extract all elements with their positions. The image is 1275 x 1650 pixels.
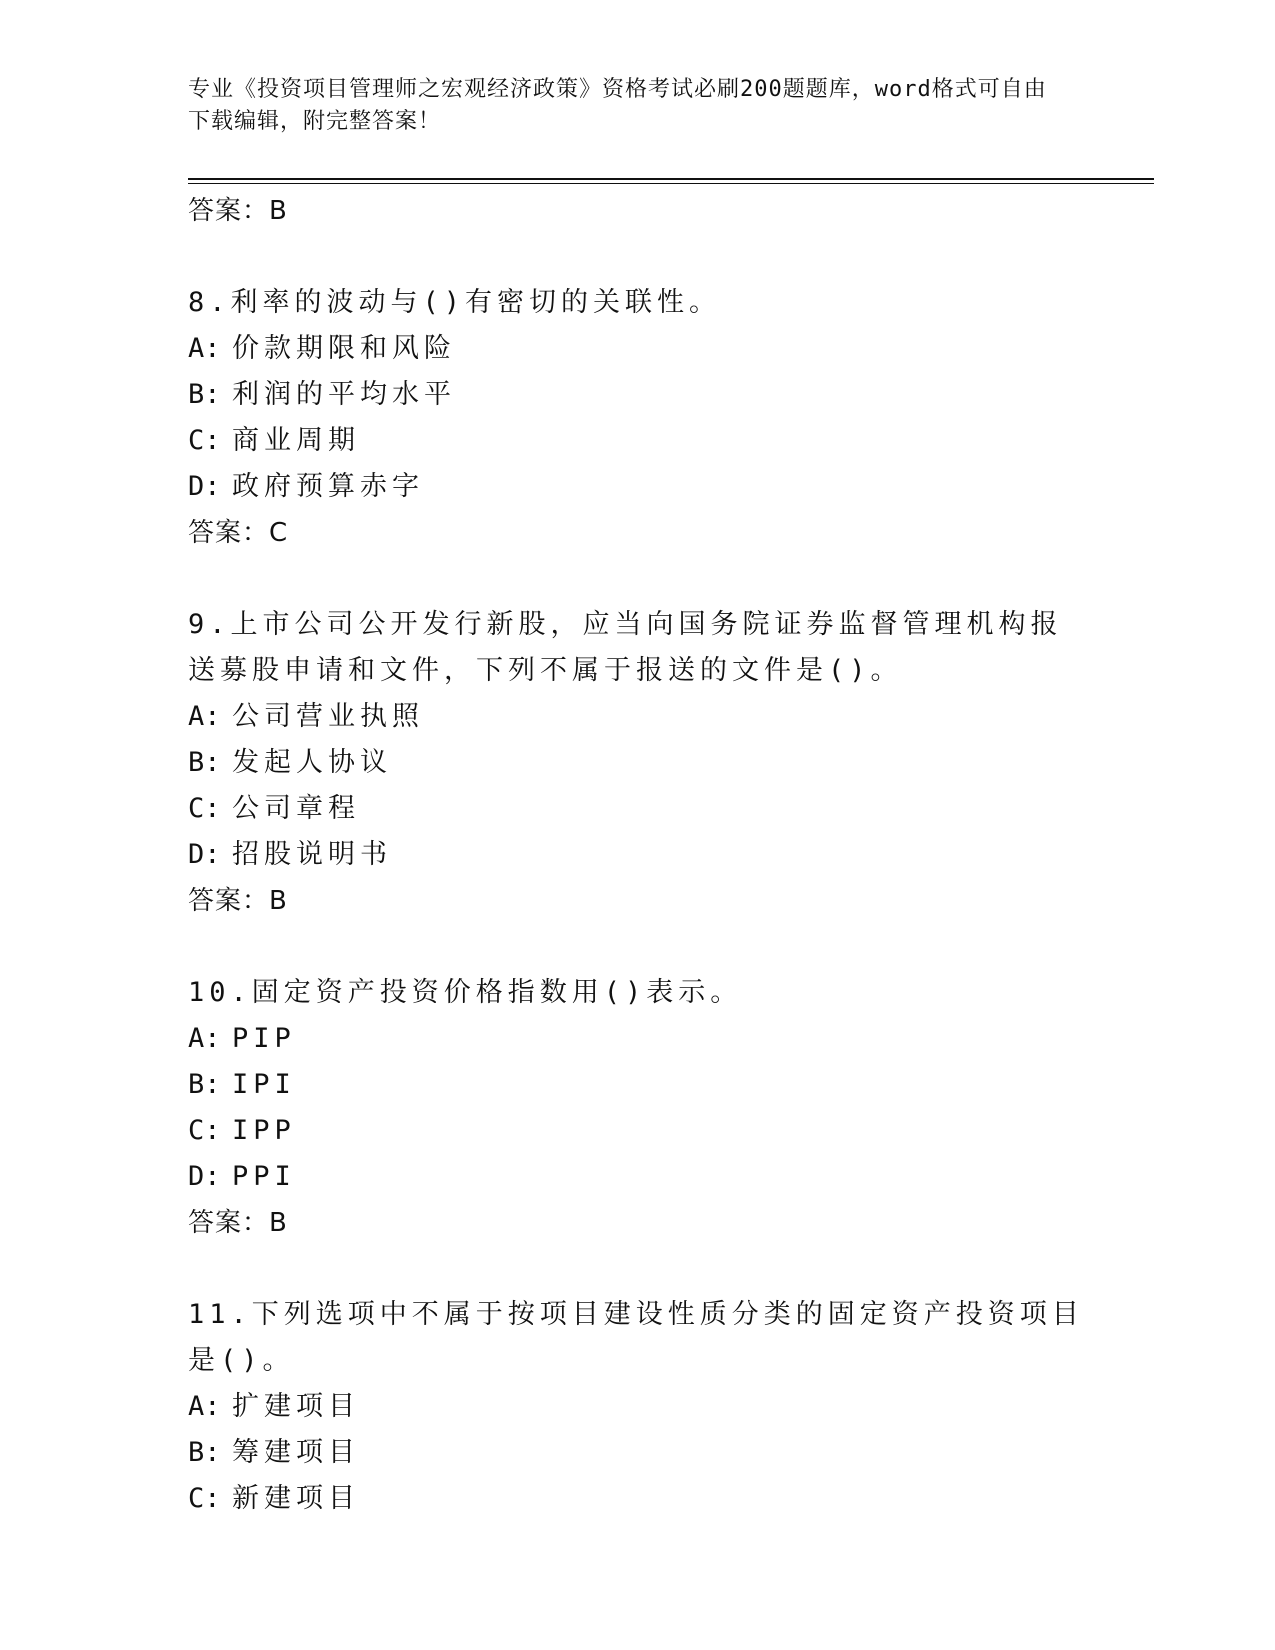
option-label: C: [188, 425, 221, 456]
option-text: 发起人协议 [232, 747, 392, 778]
option-c [188, 1108, 1088, 1154]
option-a [188, 326, 1088, 372]
header-rule-thin [188, 183, 1154, 184]
option-c [188, 786, 1088, 832]
option-label: A: [188, 1391, 221, 1422]
option-text: 招股说明书 [232, 839, 392, 870]
option-d [188, 464, 1088, 510]
option-text: 商业周期 [232, 425, 360, 456]
option-label: C: [188, 1115, 221, 1146]
option-c [188, 1476, 1088, 1522]
question-stem: 11.下列选项中不属于按项目建设性质分类的固定资产投资项目是()。 [188, 1299, 1084, 1376]
option-label: D: [188, 1161, 221, 1192]
option-text: PIP [232, 1023, 296, 1054]
option-a [188, 1384, 1088, 1430]
option-label: C: [188, 793, 221, 824]
option-label: A: [188, 1023, 221, 1054]
option-d [188, 1154, 1088, 1200]
question-list [188, 188, 1088, 1522]
option-text: 政府预算赤字 [232, 471, 424, 502]
option-text: 公司章程 [232, 793, 360, 824]
option-a [188, 1016, 1088, 1062]
option-label: C: [188, 1483, 221, 1514]
header-rule-thick [188, 178, 1154, 180]
answer-line: 答案：B [188, 196, 288, 226]
option-label: D: [188, 471, 221, 502]
answer-line: 答案：C [188, 518, 289, 548]
answer-line: 答案：B [188, 1208, 288, 1238]
option-b [188, 372, 1088, 418]
option-text: 新建项目 [232, 1483, 360, 1514]
option-text: PPI [232, 1161, 296, 1192]
option-text: 扩建项目 [232, 1391, 360, 1422]
option-text: IPI [232, 1069, 296, 1100]
question-stem: 10.固定资产投资价格指数用()表示。 [188, 977, 743, 1008]
option-b [188, 1062, 1088, 1108]
option-text: 筹建项目 [232, 1437, 360, 1468]
question-stem: 8.利率的波动与()有密切的关联性。 [188, 287, 722, 318]
question-stem: 9.上市公司公开发行新股，应当向国务院证券监督管理机构报送募股申请和文件，下列不属于报送的文件是()。 [188, 609, 1063, 686]
option-label: D: [188, 839, 221, 870]
option-c [188, 418, 1088, 464]
option-text: 公司营业执照 [232, 701, 424, 732]
option-label: A: [188, 333, 221, 364]
option-text: IPP [232, 1115, 296, 1146]
option-label: B: [188, 379, 221, 410]
option-d [188, 832, 1088, 878]
option-label: B: [188, 1437, 221, 1468]
option-label: B: [188, 1069, 221, 1100]
option-b [188, 1430, 1088, 1476]
option-label: A: [188, 701, 221, 732]
option-label: B: [188, 747, 221, 778]
answer-line: 答案：B [188, 886, 288, 916]
option-a [188, 694, 1088, 740]
option-b [188, 740, 1088, 786]
document-header: 专业《投资项目管理师之宏观经济政策》资格考试必刷200题题库，word格式可自由下载编辑，附完整答案！ [188, 77, 1047, 134]
option-text: 利润的平均水平 [232, 379, 456, 410]
option-text: 价款期限和风险 [232, 333, 456, 364]
